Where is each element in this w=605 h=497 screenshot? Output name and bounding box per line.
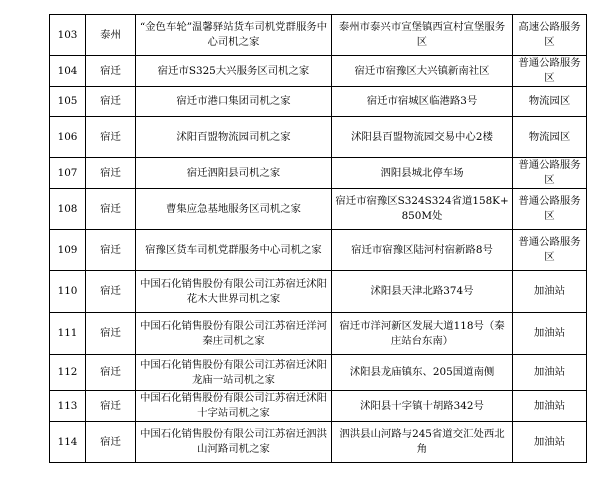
name-cell: 沭阳百盟物流园司机之家 [136, 117, 332, 158]
name-cell: 宿迁市港口集团司机之家 [136, 87, 332, 117]
city-cell: 宿迁 [86, 230, 136, 271]
city-cell: 宿迁 [86, 56, 136, 87]
table-row [50, 56, 587, 87]
address-cell: 宿迁市宿豫区大兴镇新南社区 [332, 56, 513, 87]
type-cell: 加油站 [513, 271, 587, 313]
number-cell: 114 [50, 422, 86, 463]
table-row [50, 158, 587, 189]
city-cell: 宿迁 [86, 313, 136, 355]
address-cell: 宿迁市宿城区临港路3号 [332, 87, 513, 117]
address-cell: 沭阳县龙庙镇东、205国道南侧 [332, 355, 513, 391]
number-cell: 105 [50, 87, 86, 117]
address-cell: 泗洪县山河路与245省道交汇处西北角 [332, 422, 513, 463]
number-cell: 103 [50, 15, 86, 56]
address-cell: 沭阳县十字镇十胡路342号 [332, 391, 513, 422]
number-cell: 110 [50, 271, 86, 313]
city-cell: 宿迁 [86, 189, 136, 230]
table-row [50, 271, 587, 313]
city-cell: 宿迁 [86, 117, 136, 158]
number-cell: 113 [50, 391, 86, 422]
number-cell: 111 [50, 313, 86, 355]
service-station-table [49, 14, 587, 463]
address-cell: 泰州市泰兴市宣堡镇西宣村宣堡服务区 [332, 15, 513, 56]
number-cell: 107 [50, 158, 86, 189]
table-body [50, 15, 587, 463]
type-cell: 加油站 [513, 422, 587, 463]
address-cell: 沭阳县百盟物流园交易中心2楼 [332, 117, 513, 158]
table-row [50, 87, 587, 117]
number-cell: 112 [50, 355, 86, 391]
type-cell: 普通公路服务区 [513, 189, 587, 230]
number-cell: 106 [50, 117, 86, 158]
type-cell: 加油站 [513, 355, 587, 391]
type-cell: 普通公路服务区 [513, 158, 587, 189]
name-cell: 曹集应急基地服务区司机之家 [136, 189, 332, 230]
name-cell: 中国石化销售股份有限公司江苏宿迁泗洪山河路司机之家 [136, 422, 332, 463]
address-cell: 宿迁市宿豫区陆河村宿新路8号 [332, 230, 513, 271]
address-cell: 沭阳县天津北路374号 [332, 271, 513, 313]
city-cell: 宿迁 [86, 87, 136, 117]
type-cell: 高速公路服务区 [513, 15, 587, 56]
address-cell: 泗阳县城北停车场 [332, 158, 513, 189]
city-cell: 宿迁 [86, 391, 136, 422]
name-cell: “金色车轮”温馨驿站货车司机党群服务中心司机之家 [136, 15, 332, 56]
address-cell: 宿迁市宿豫区S324S324省道158K+850M处 [332, 189, 513, 230]
city-cell: 宿迁 [86, 422, 136, 463]
type-cell: 加油站 [513, 313, 587, 355]
city-cell: 宿迁 [86, 355, 136, 391]
table-row [50, 189, 587, 230]
name-cell: 中国石化销售股份有限公司江苏宿迁沭阳十字站司机之家 [136, 391, 332, 422]
type-cell: 加油站 [513, 391, 587, 422]
table-row [50, 117, 587, 158]
number-cell: 108 [50, 189, 86, 230]
number-cell: 109 [50, 230, 86, 271]
table-row [50, 15, 587, 56]
table-row [50, 230, 587, 271]
table-row [50, 355, 587, 391]
table-row [50, 391, 587, 422]
address-cell: 宿迁市洋河新区发展大道118号（秦庄站台东南） [332, 313, 513, 355]
table-row [50, 422, 587, 463]
number-cell: 104 [50, 56, 86, 87]
type-cell: 物流园区 [513, 87, 587, 117]
type-cell: 普通公路服务区 [513, 56, 587, 87]
name-cell: 宿豫区货车司机党群服务中心司机之家 [136, 230, 332, 271]
name-cell: 中国石化销售股份有限公司江苏宿迁沭阳花木大世界司机之家 [136, 271, 332, 313]
city-cell: 宿迁 [86, 158, 136, 189]
name-cell: 中国石化销售股份有限公司江苏宿迁洋河秦庄司机之家 [136, 313, 332, 355]
name-cell: 中国石化销售股份有限公司江苏宿迁沭阳龙庙一站司机之家 [136, 355, 332, 391]
name-cell: 宿迁泗阳县司机之家 [136, 158, 332, 189]
city-cell: 泰州 [86, 15, 136, 56]
type-cell: 物流园区 [513, 117, 587, 158]
name-cell: 宿迁市S325大兴服务区司机之家 [136, 56, 332, 87]
table-row [50, 313, 587, 355]
type-cell: 普通公路服务区 [513, 230, 587, 271]
city-cell: 宿迁 [86, 271, 136, 313]
